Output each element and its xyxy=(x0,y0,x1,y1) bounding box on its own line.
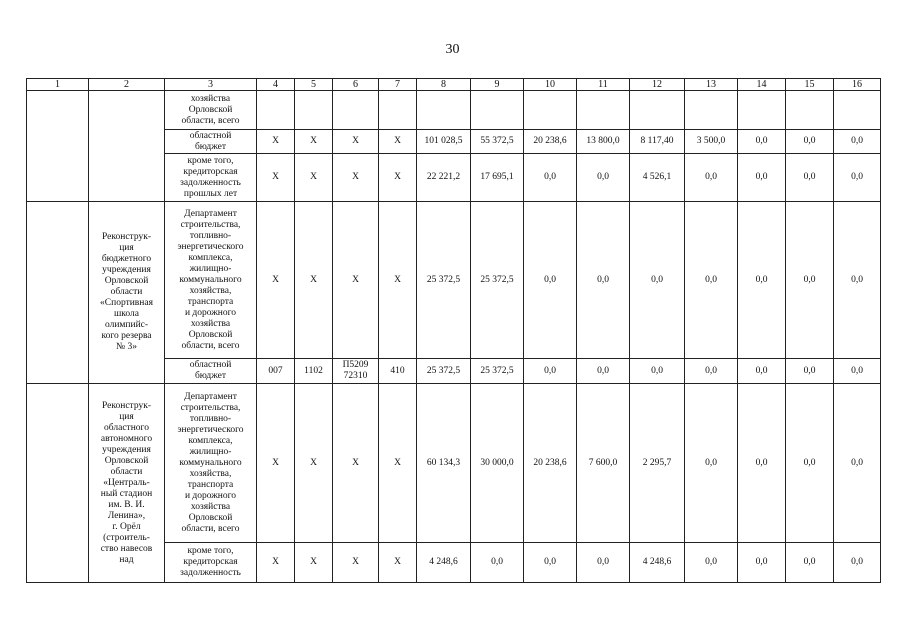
value-cell: 0,0 xyxy=(524,359,577,384)
value-cell: Х xyxy=(333,154,379,202)
column-header: 4 xyxy=(257,79,295,91)
column-header: 6 xyxy=(333,79,379,91)
value-cell: 0,0 xyxy=(738,130,786,154)
column-header: 12 xyxy=(630,79,685,91)
value-cell: 0,0 xyxy=(685,543,738,583)
row-number-cell xyxy=(27,91,89,202)
value-cell xyxy=(471,91,524,130)
value-cell xyxy=(379,91,417,130)
value-cell: Х xyxy=(257,384,295,543)
value-cell: 1102 xyxy=(295,359,333,384)
value-cell: Х xyxy=(333,384,379,543)
value-cell: 7 600,0 xyxy=(577,384,630,543)
value-cell: 0,0 xyxy=(786,130,834,154)
value-cell: 8 117,40 xyxy=(630,130,685,154)
value-cell: 4 526,1 xyxy=(630,154,685,202)
value-cell xyxy=(577,91,630,130)
value-cell: 0,0 xyxy=(524,543,577,583)
value-cell: 0,0 xyxy=(685,154,738,202)
column-header: 7 xyxy=(379,79,417,91)
value-cell: 0,0 xyxy=(577,154,630,202)
value-cell: 0,0 xyxy=(834,202,881,359)
funding-source-cell: кроме того, кредиторская задолженность xyxy=(165,543,257,583)
value-cell: 20 238,6 xyxy=(524,130,577,154)
value-cell xyxy=(786,91,834,130)
value-cell: 0,0 xyxy=(471,543,524,583)
value-cell: 0,0 xyxy=(834,130,881,154)
value-cell: 20 238,6 xyxy=(524,384,577,543)
value-cell: Х xyxy=(295,384,333,543)
value-cell: 0,0 xyxy=(738,154,786,202)
value-cell: 25 372,5 xyxy=(417,359,471,384)
column-header: 5 xyxy=(295,79,333,91)
value-cell: 0,0 xyxy=(738,384,786,543)
value-cell: 0,0 xyxy=(738,543,786,583)
row-number-cell xyxy=(27,202,89,384)
column-header: 1 xyxy=(27,79,89,91)
value-cell: 410 xyxy=(379,359,417,384)
column-header: 8 xyxy=(417,79,471,91)
funding-source-cell: областной бюджет xyxy=(165,130,257,154)
value-cell: 0,0 xyxy=(786,154,834,202)
value-cell: 0,0 xyxy=(630,359,685,384)
table-row xyxy=(27,384,881,543)
column-header: 13 xyxy=(685,79,738,91)
value-cell xyxy=(333,91,379,130)
value-cell: Х xyxy=(379,543,417,583)
value-cell: 0,0 xyxy=(786,202,834,359)
value-cell: 25 372,5 xyxy=(417,202,471,359)
value-cell: Х xyxy=(295,130,333,154)
value-cell: Х xyxy=(379,130,417,154)
value-cell: Х xyxy=(333,202,379,359)
value-cell: 0,0 xyxy=(577,543,630,583)
value-cell: 0,0 xyxy=(524,154,577,202)
value-cell xyxy=(295,91,333,130)
value-cell: 0,0 xyxy=(834,543,881,583)
value-cell: 0,0 xyxy=(685,384,738,543)
value-cell: Х xyxy=(295,543,333,583)
value-cell: 0,0 xyxy=(834,359,881,384)
object-name-cell: Реконструк- ция областного автономного учреждения Орловской области «Централь- ный стадион им. В. И. Ленина», г. Орёл (строитель- ство навесов над xyxy=(89,384,165,583)
value-cell: 22 221,2 xyxy=(417,154,471,202)
value-cell: Х xyxy=(379,384,417,543)
header-row xyxy=(27,79,881,91)
value-cell xyxy=(738,91,786,130)
funding-source-cell: Департамент строительства, топливно- энергетического комплекса, жилищно- коммунального хозяйства, транспорта и дорожного хозяйства Орловской области, всего xyxy=(165,202,257,359)
value-cell: Х xyxy=(257,202,295,359)
value-cell: 0,0 xyxy=(524,202,577,359)
value-cell: 007 xyxy=(257,359,295,384)
page-number: 30 xyxy=(445,42,460,57)
column-header: 9 xyxy=(471,79,524,91)
value-cell: 0,0 xyxy=(738,359,786,384)
value-cell: П5209 72310 xyxy=(333,359,379,384)
value-cell: 0,0 xyxy=(685,202,738,359)
value-cell: 0,0 xyxy=(786,384,834,543)
value-cell xyxy=(630,91,685,130)
value-cell: 0,0 xyxy=(786,543,834,583)
value-cell: 0,0 xyxy=(738,202,786,359)
funding-source-cell: кроме того, кредиторская задолженность прошлых лет xyxy=(165,154,257,202)
value-cell: Х xyxy=(257,130,295,154)
column-header: 16 xyxy=(834,79,881,91)
value-cell: Х xyxy=(257,154,295,202)
value-cell: Х xyxy=(333,543,379,583)
value-cell: 0,0 xyxy=(786,359,834,384)
value-cell: 101 028,5 xyxy=(417,130,471,154)
value-cell: Х xyxy=(379,202,417,359)
column-header: 3 xyxy=(165,79,257,91)
value-cell: 55 372,5 xyxy=(471,130,524,154)
value-cell: 0,0 xyxy=(685,359,738,384)
value-cell: Х xyxy=(295,202,333,359)
object-name-cell xyxy=(89,91,165,202)
value-cell: 3 500,0 xyxy=(685,130,738,154)
column-header: 10 xyxy=(524,79,577,91)
object-name-cell: Реконструк- ция бюджетного учреждения Орловской области «Спортивная школа олимпийс- кого резерва № 3» xyxy=(89,202,165,384)
value-cell: 25 372,5 xyxy=(471,202,524,359)
value-cell: Х xyxy=(333,130,379,154)
value-cell: 17 695,1 xyxy=(471,154,524,202)
value-cell xyxy=(834,91,881,130)
value-cell: 30 000,0 xyxy=(471,384,524,543)
value-cell: Х xyxy=(257,543,295,583)
table-row xyxy=(27,91,881,130)
budget-table xyxy=(26,78,881,583)
value-cell: 13 800,0 xyxy=(577,130,630,154)
value-cell: 0,0 xyxy=(834,384,881,543)
column-header: 15 xyxy=(786,79,834,91)
table-row xyxy=(27,202,881,359)
value-cell xyxy=(685,91,738,130)
value-cell: 25 372,5 xyxy=(471,359,524,384)
value-cell xyxy=(524,91,577,130)
column-header: 11 xyxy=(577,79,630,91)
funding-source-cell: областной бюджет xyxy=(165,359,257,384)
value-cell: 0,0 xyxy=(630,202,685,359)
column-header: 14 xyxy=(738,79,786,91)
value-cell xyxy=(257,91,295,130)
value-cell: 60 134,3 xyxy=(417,384,471,543)
value-cell: Х xyxy=(295,154,333,202)
value-cell: 0,0 xyxy=(834,154,881,202)
value-cell: 2 295,7 xyxy=(630,384,685,543)
column-header: 2 xyxy=(89,79,165,91)
value-cell: Х xyxy=(379,154,417,202)
value-cell xyxy=(417,91,471,130)
row-number-cell xyxy=(27,384,89,583)
funding-source-cell: хозяйства Орловской области, всего xyxy=(165,91,257,130)
value-cell: 0,0 xyxy=(577,202,630,359)
value-cell: 4 248,6 xyxy=(630,543,685,583)
value-cell: 4 248,6 xyxy=(417,543,471,583)
value-cell: 0,0 xyxy=(577,359,630,384)
funding-source-cell: Департамент строительства, топливно- энергетического комплекса, жилищно- коммунального хозяйства, транспорта и дорожного хозяйства Орловской области, всего xyxy=(165,384,257,543)
